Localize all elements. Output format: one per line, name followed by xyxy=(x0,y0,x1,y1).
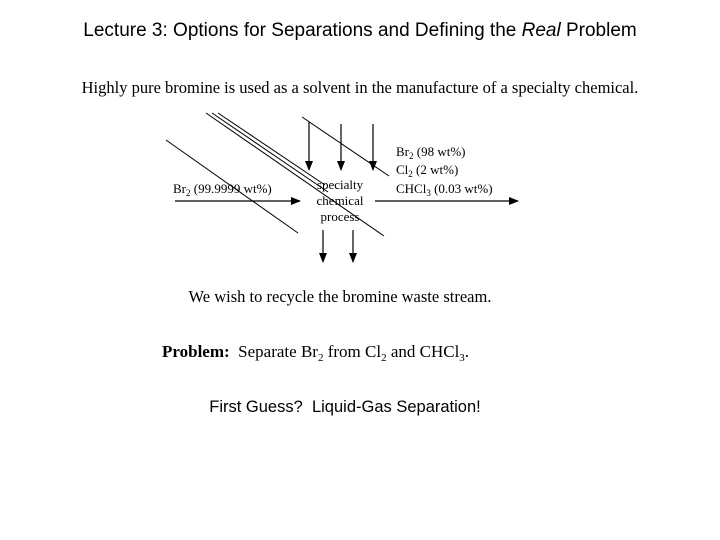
problem-label: Problem: xyxy=(162,342,230,361)
title-part-1: Lecture 3: Options for Separations and Defining the xyxy=(83,20,522,41)
title-part-2: Problem xyxy=(560,20,637,41)
process-label-line1: specialty xyxy=(316,177,364,192)
first-guess-text: First Guess? Liquid-Gas Separation! xyxy=(209,398,481,416)
process-label-line3: process xyxy=(320,209,360,224)
intro-text: Highly pure bromine is used as a solvent in the manufacture of a specialty chemical. xyxy=(81,78,639,97)
process-label-line2: chemical xyxy=(316,193,364,208)
feed-label: $Br_2$ (99.9999 wt%) xyxy=(173,181,272,198)
waste-component-br2: $Br_2$ (98 wt%) xyxy=(396,144,466,161)
recycle-statement: We wish to recycle the bromine waste stream. xyxy=(188,287,492,306)
diagonal-line xyxy=(302,117,389,176)
problem-statement: Problem: Separate $Br_2$ from $Cl_2$ and CHCl$_3$. xyxy=(162,342,470,364)
waste-component-chcl3: CHCl$_3$ (0.03 wt%) xyxy=(396,181,493,198)
waste-component-cl2: $Cl_2$ (2 wt%) xyxy=(396,162,459,179)
title-italic-word: Real xyxy=(521,20,561,41)
